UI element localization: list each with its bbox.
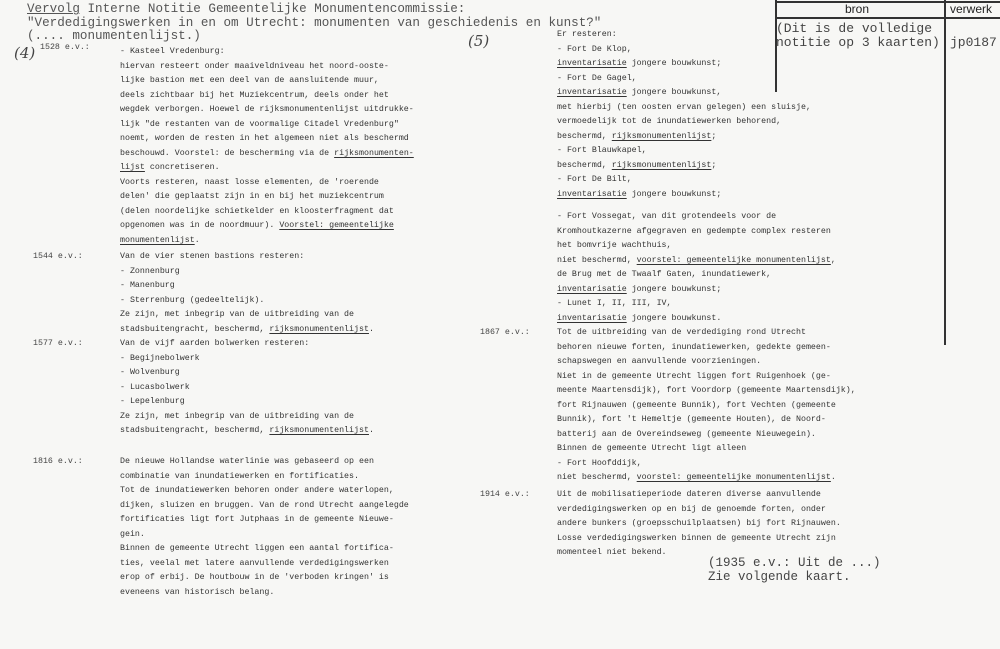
text-line	[557, 130, 811, 145]
text-segment: erop of erbij. De houtbouw in de 'verboden kringen' is	[120, 573, 389, 582]
text-segment: Er resteren:	[557, 30, 617, 39]
underlined-text: rijksmonumentenlijst	[269, 324, 369, 334]
text-segment: dijken, sluizen en bruggen. Van de rond Utrecht aangelegde	[120, 500, 409, 510]
text-segment: beschermd,	[557, 131, 612, 141]
text-line	[120, 103, 414, 118]
text-segment: opgenomen was in de noordmuur).	[120, 221, 280, 230]
text-segment: - Lepelenburg	[120, 397, 185, 406]
underlined-text: inventarisatie	[557, 189, 627, 199]
text-line	[120, 74, 414, 89]
text-line	[120, 118, 414, 133]
text-line	[120, 513, 409, 528]
text-line	[557, 28, 811, 43]
text-line	[557, 101, 811, 116]
text-segment: jongere bouwkunst.	[626, 313, 722, 323]
text-segment: ;	[711, 160, 717, 170]
text-segment: het bomvrije wachthuis,	[557, 241, 672, 250]
text-line	[557, 144, 811, 159]
text-line	[120, 455, 409, 470]
text-segment: Binnen de gemeente Utrecht ligt alleen	[557, 444, 747, 453]
text-segment: - Kasteel Vredenburg:	[120, 47, 225, 56]
table-header-border	[775, 17, 1000, 19]
text-segment: fortificaties ligt fort Jutphaas in de gemeente Nieuwe-	[120, 515, 394, 524]
text-segment: Van de vijf aarden bolwerken resteren:	[120, 339, 310, 348]
text-segment: jongere bouwkunst;	[626, 284, 722, 294]
text-segment: Uit de mobilisatieperiode dateren diverse aanvullende	[557, 490, 821, 499]
text-line	[557, 254, 836, 269]
underlined-text: lijst	[120, 163, 145, 172]
text-segment: meente Maartensdijk), fort Voordorp (gemeente Maartensdijk),	[557, 386, 856, 395]
text-segment: - Zonnenburg	[120, 266, 180, 276]
text-line	[557, 517, 841, 532]
text-segment: .	[368, 324, 374, 334]
text-line	[120, 424, 374, 439]
underlined-text: rijksmonumenten-	[334, 148, 414, 158]
text-segment: De nieuwe Hollandse waterlinie was gebaseerd op een	[120, 457, 374, 466]
text-line	[120, 571, 409, 586]
text-segment: Tot de inundatiewerken behoren onder andere waterlopen,	[120, 486, 394, 495]
text-segment: gein.	[120, 529, 145, 539]
text-line	[120, 294, 374, 309]
column-header-bron: bron	[845, 2, 870, 16]
text-line	[557, 312, 836, 327]
underlined-text: rijksmonumentenlijst	[269, 426, 369, 435]
text-segment: ;	[711, 131, 717, 141]
text-segment: - Lucasbolwerk	[120, 382, 190, 392]
text-segment: niet beschermd,	[557, 473, 637, 482]
entry-text	[557, 28, 811, 202]
text-line	[120, 205, 414, 220]
document-header	[27, 3, 601, 44]
underlined-text: rijksmonumentenlijst	[611, 160, 712, 170]
text-segment: Ze zijn, met inbegrip van de uitbreiding van de	[120, 310, 355, 319]
text-segment: noemt, worden de resten in het algemeen niet als beschermd	[120, 134, 409, 143]
text-segment: - Begijnebolwerk	[120, 353, 200, 363]
text-segment: Losse verdedigingswerken binnen de gemeente Utrecht zijn	[557, 533, 836, 543]
text-line	[120, 499, 409, 514]
underlined-text: rijksmonumentenlijst	[611, 131, 712, 141]
bron-value: (Dit is de volledige notitie op 3 kaarten)	[776, 21, 940, 50]
text-segment: - Wolvenburg	[120, 368, 180, 377]
entry-text	[120, 250, 374, 337]
text-line	[120, 484, 409, 499]
entry-date: 1816 e.v.:	[33, 457, 83, 466]
text-segment: deels zichtbaar bij het Muziekcentrum, deels onder het	[120, 90, 389, 100]
entry-date: 1914 e.v.:	[480, 490, 530, 499]
text-line	[557, 341, 856, 356]
text-segment: lijk "de restanten van de voormalige Citadel Vredenburg"	[120, 119, 399, 129]
text-line	[557, 159, 811, 174]
text-line	[120, 132, 414, 147]
text-segment: behoren nieuwe forten, inundatiewerken, gedekte gemeen-	[557, 342, 831, 352]
text-line	[120, 586, 409, 601]
text-line	[557, 188, 811, 203]
text-line	[120, 89, 414, 104]
text-segment: met hierbij (ten oosten ervan gelegen) een sluisje,	[557, 102, 811, 112]
text-line	[557, 442, 856, 457]
header-subtitle: "Verdedigingswerken in en om Utrecht: monumenten van geschiedenis en kunst?"	[27, 15, 602, 30]
text-segment: .	[194, 235, 200, 245]
text-segment: schapswegen en aanvullende voorzieningen.	[557, 357, 762, 366]
text-line	[120, 557, 409, 572]
underlined-text: inventarisatie	[557, 59, 627, 68]
text-line	[120, 147, 414, 162]
text-line	[557, 210, 836, 225]
continuation-note	[708, 556, 881, 584]
text-line	[120, 161, 414, 176]
text-segment: ,	[830, 255, 836, 265]
text-line	[557, 503, 841, 518]
table-column-divider	[944, 0, 946, 345]
text-line	[557, 355, 856, 370]
text-line	[120, 528, 409, 543]
text-segment: andere bunkers (groepsschuilplaatsen) bij fort Rijnauwen.	[557, 519, 841, 528]
text-line	[120, 323, 374, 338]
text-line	[557, 268, 836, 283]
entry-date: 1577 e.v.:	[33, 339, 83, 348]
text-segment: - Manenburg	[120, 281, 175, 290]
underlined-text: voorstel: gemeentelijke monumentenlijst	[636, 473, 831, 482]
text-segment: .	[368, 426, 374, 435]
text-segment: - Fort Hoofddijk,	[557, 458, 642, 468]
text-segment: ties, veelal met latere aanvullende verdedigingswerken	[120, 558, 389, 568]
entry-text	[557, 488, 841, 561]
text-line	[120, 366, 374, 381]
text-segment: verdedigingswerken op en bij de genoemde forten, onder	[557, 504, 826, 514]
text-segment: eveneens van historisch belang.	[120, 587, 275, 597]
text-segment: - Fort De Klop,	[557, 44, 632, 54]
underlined-text: inventarisatie	[557, 88, 627, 97]
text-segment: combinatie van inundatiewerken en fortificaties.	[120, 471, 359, 481]
text-segment: - Sterrenburg (gedeeltelijk).	[120, 295, 265, 305]
text-segment: jongere bouwkunst,	[626, 88, 722, 97]
text-line	[120, 381, 374, 396]
handwritten-marker-4: (4)	[14, 44, 36, 62]
text-segment: - Fort De Gagel,	[557, 73, 637, 83]
text-line	[120, 337, 374, 352]
text-line	[557, 173, 811, 188]
text-segment: Tot de uitbreiding van de verdediging rond Utrecht	[557, 328, 806, 337]
header-title: Interne Notitie Gemeentelijke Monumentencommissie:	[79, 2, 466, 16]
continuation-line-2: Zie volgende kaart.	[708, 570, 851, 584]
underlined-text: voorstel: gemeentelijke monumentenlijst	[636, 255, 831, 265]
text-line	[120, 542, 409, 557]
header-note: (.... monumentenlijst.)	[27, 29, 201, 44]
entry-text	[120, 337, 374, 439]
text-segment: beschermd,	[557, 160, 612, 170]
header-vervolg: Vervolg	[27, 2, 80, 16]
verwerk-value: jp0187	[950, 35, 997, 50]
entry-text	[120, 45, 414, 248]
underlined-text: inventarisatie	[557, 284, 627, 294]
text-line	[120, 219, 414, 234]
text-line	[557, 326, 856, 341]
text-line	[557, 413, 856, 428]
text-line	[557, 428, 856, 443]
text-segment: stadsbuitengracht, beschermd,	[120, 426, 270, 435]
handwritten-marker-5: (5)	[468, 32, 490, 50]
entry-date: 1528 e.v.:	[40, 43, 90, 52]
text-line	[557, 370, 856, 385]
text-line	[557, 225, 836, 240]
text-line	[120, 250, 374, 265]
text-segment: - Fort Vossegat, van dit grotendeels voor de	[557, 212, 777, 221]
text-line	[557, 384, 856, 399]
text-segment: delen' die geplaatst zijn in en bij het muziekcentrum	[120, 192, 384, 201]
text-line	[120, 352, 374, 367]
text-line	[557, 532, 841, 547]
text-line	[120, 279, 374, 294]
text-line	[120, 176, 414, 191]
text-line	[557, 399, 856, 414]
entry-text	[557, 210, 836, 326]
entry-text	[120, 455, 409, 600]
text-line	[557, 57, 811, 72]
text-line	[557, 471, 856, 486]
text-segment: - Lunet I, II, III, IV,	[557, 299, 672, 308]
text-line	[120, 308, 374, 323]
text-segment: hiervan resteert onder maaiveldniveau het noord-ooste-	[120, 61, 389, 71]
text-line	[120, 45, 414, 60]
text-segment: niet beschermd,	[557, 255, 637, 265]
text-segment: jongere bouwkunst;	[626, 59, 722, 68]
entry-text	[557, 326, 856, 486]
text-line	[557, 283, 836, 298]
text-segment: .	[830, 473, 836, 482]
text-segment: wegdek verborgen. Hoewel de rijksmonumentenlijst uitdrukke-	[120, 105, 414, 114]
text-segment: Kromhoutkazerne afgegraven en gedempte complex resteren	[557, 226, 831, 236]
text-line	[557, 488, 841, 503]
underlined-text: monumentenlijst	[120, 235, 195, 245]
entry-date: 1867 e.v.:	[480, 328, 530, 337]
text-segment: batterij aan de Overeindseweg (gemeente Nieuwegein).	[557, 429, 816, 439]
text-segment: Bunnik), fort 't Hemeltje (gemeente Houten), de Noord-	[557, 415, 826, 424]
text-segment: Ze zijn, met inbegrip van de uitbreiding van de	[120, 411, 355, 421]
text-line	[120, 60, 414, 75]
text-segment: - Fort Blauwkapel,	[557, 146, 647, 155]
text-line	[120, 234, 414, 249]
text-line	[120, 265, 374, 280]
text-line	[120, 410, 374, 425]
text-line	[120, 395, 374, 410]
text-segment: stadsbuitengracht, beschermd,	[120, 324, 270, 334]
text-line	[557, 86, 811, 101]
underlined-text: Voorstel: gemeentelijke	[279, 221, 394, 230]
text-segment: lijke bastion met een deel van de aansluitende muur,	[120, 76, 379, 85]
underlined-text: inventarisatie	[557, 313, 627, 323]
text-line	[120, 190, 414, 205]
text-line	[557, 239, 836, 254]
text-line	[557, 43, 811, 58]
text-segment: (delen noordelijke schietkelder en kloosterfragment dat	[120, 206, 394, 216]
text-segment: de Brug met de Twaalf Gaten, inundatiewerk,	[557, 270, 772, 279]
text-segment: beschouwd. Voorstel: de bescherming via de	[120, 148, 335, 158]
text-segment: - Fort De Bilt,	[557, 175, 632, 184]
text-line	[557, 115, 811, 130]
text-segment: fort Rijnauwen (gemeente Bunnik), fort Vechten (gemeente	[557, 400, 836, 410]
text-segment: momenteel niet bekend.	[557, 548, 667, 557]
text-segment: Binnen de gemeente Utrecht liggen een aantal fortifica-	[120, 544, 394, 553]
text-line	[557, 297, 836, 312]
text-segment: Niet in de gemeente Utrecht liggen fort Ruigenhoek (ge-	[557, 371, 831, 381]
text-segment: Van de vier stenen bastions resteren:	[120, 252, 305, 261]
text-line	[557, 457, 856, 472]
column-header-verwerk: verwerk	[950, 2, 993, 16]
text-segment: jongere bouwkunst;	[626, 189, 722, 199]
text-segment: vermoedelijk tot de inundatiewerken behorend,	[557, 117, 782, 126]
text-line	[120, 470, 409, 485]
continuation-line-1: (1935 e.v.: Uit de ...)	[708, 556, 881, 570]
entry-date: 1544 e.v.:	[33, 252, 83, 261]
text-segment: Voorts resteren, naast losse elementen, de 'roerende	[120, 177, 379, 187]
text-line	[557, 72, 811, 87]
text-segment: concretiseren.	[144, 163, 220, 172]
